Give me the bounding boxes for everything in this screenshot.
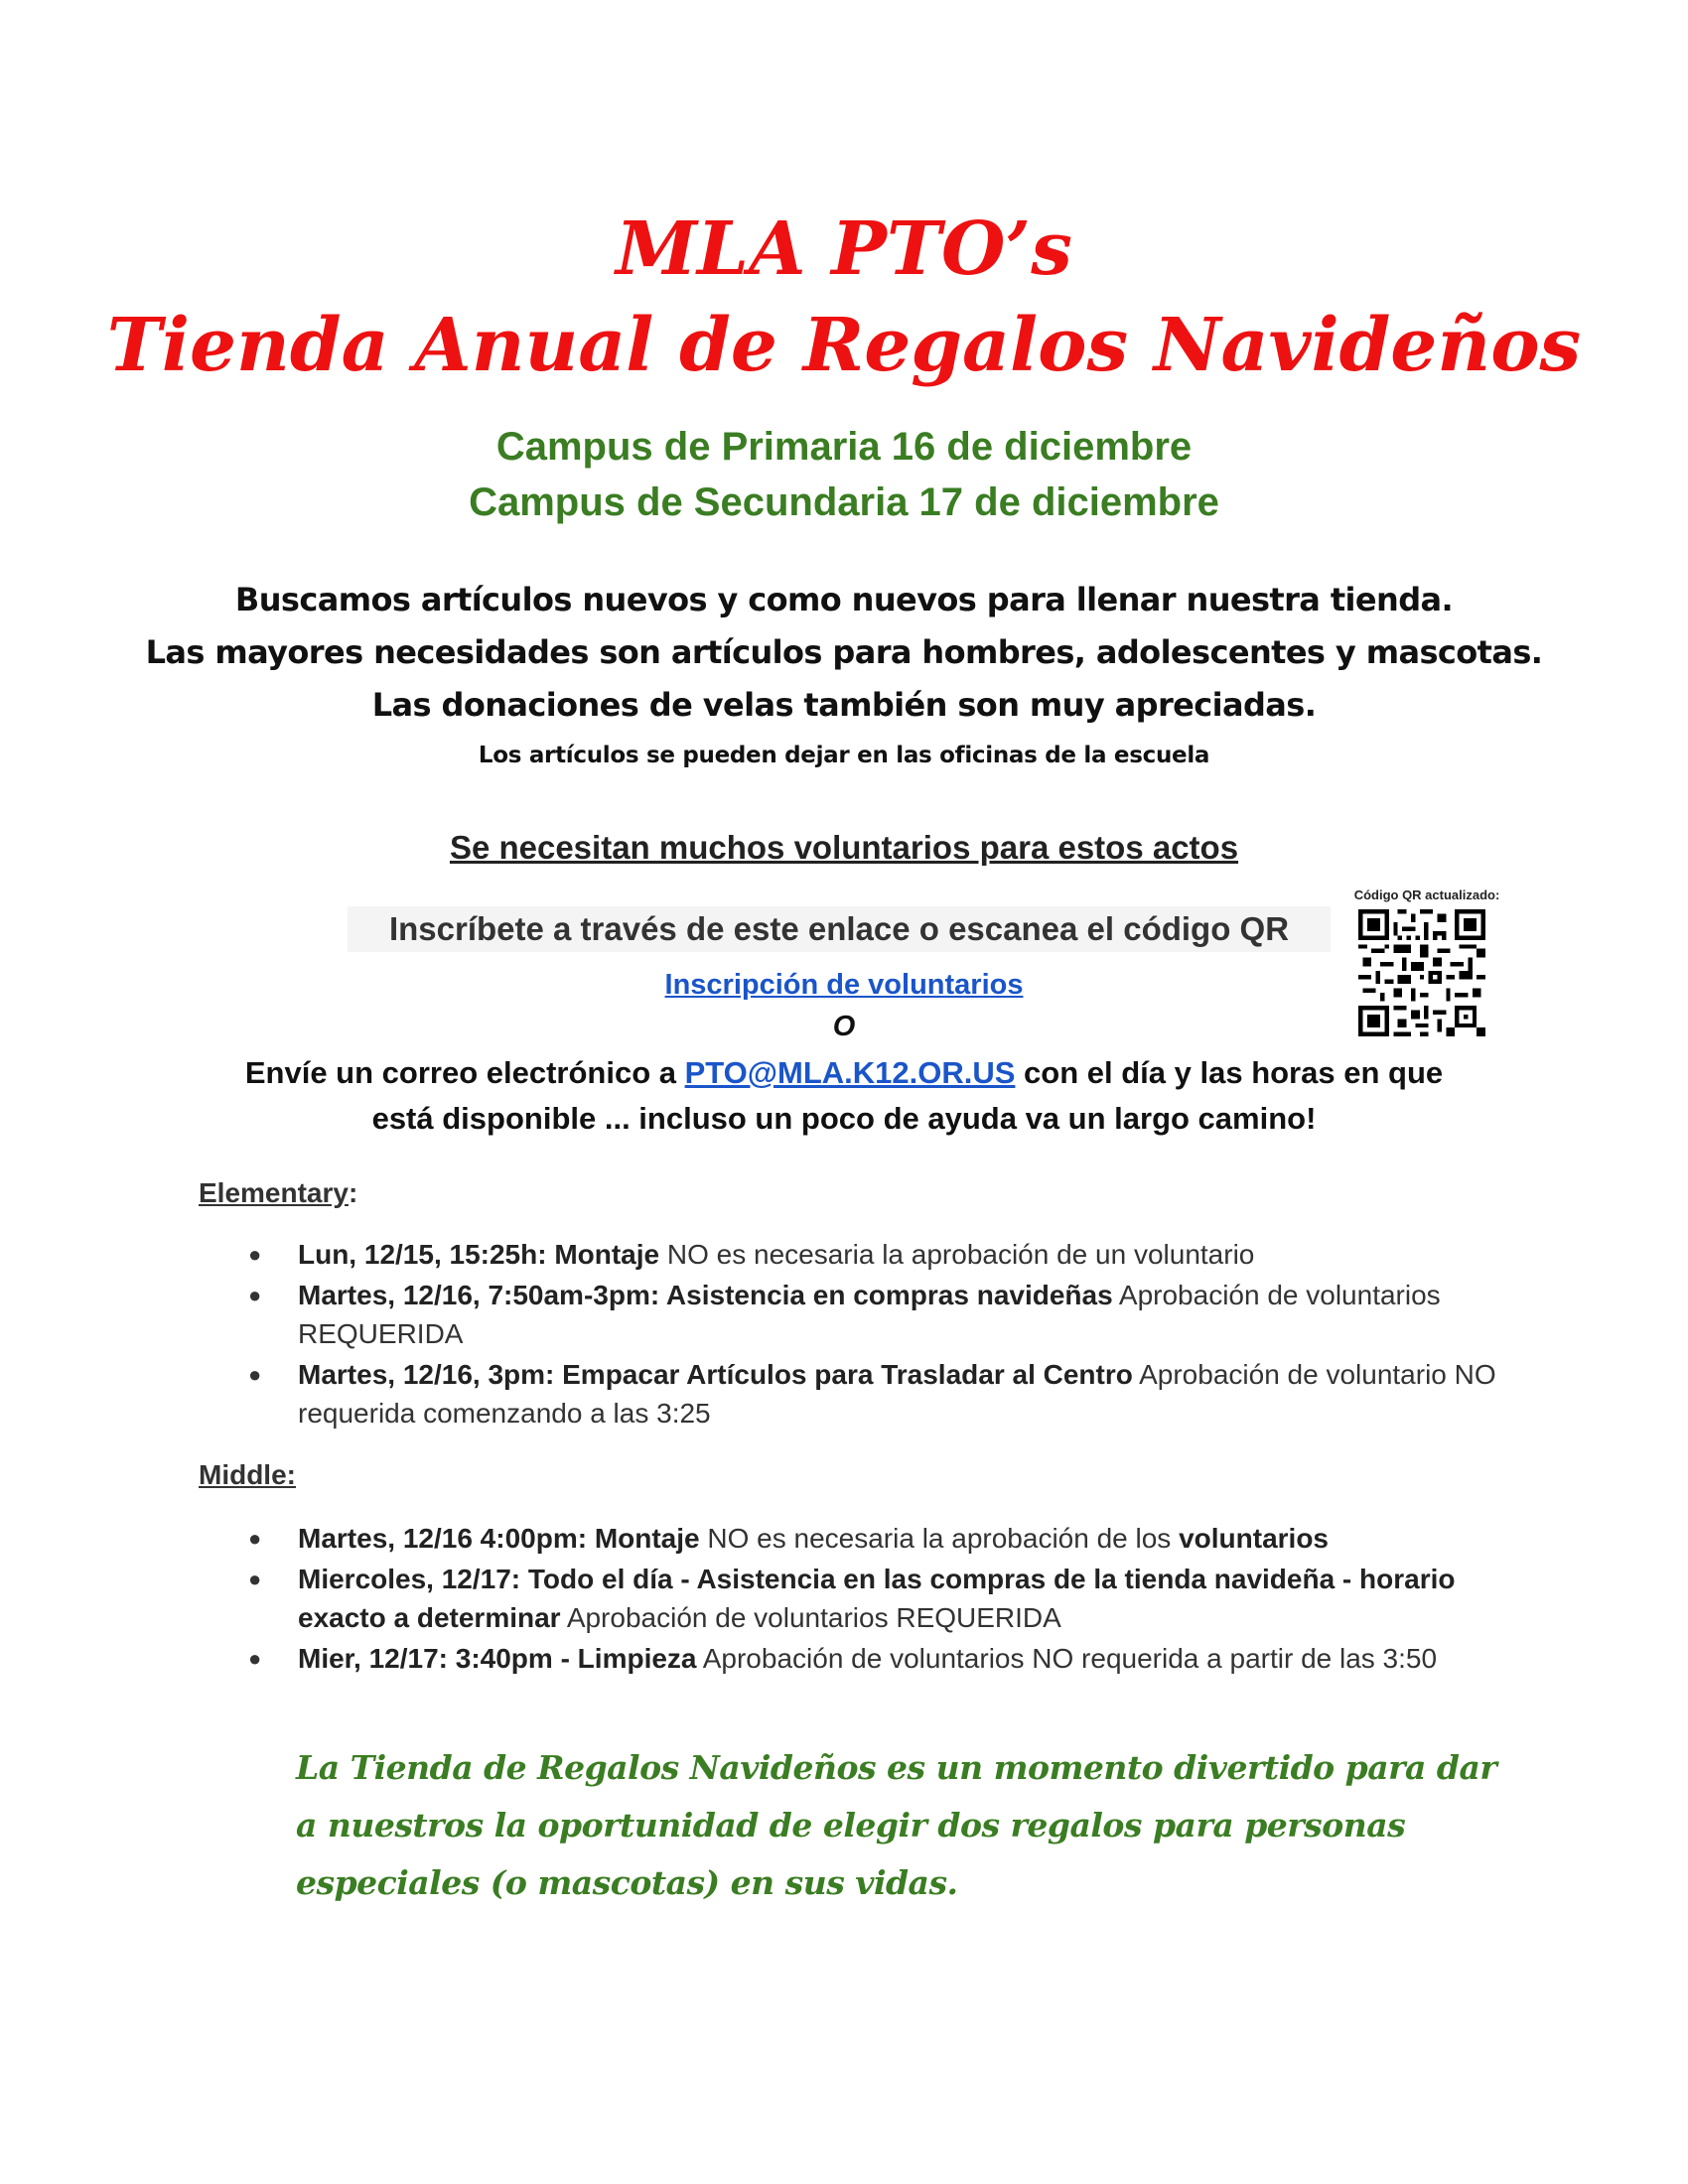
bullet-icon: ● [248,1362,262,1387]
volunteers-heading: Se necesitan muchos voluntarios para estos actos [449,829,1239,866]
item-schedule: Martes, 12/16 4:00pm: Montaje [298,1523,700,1554]
elementary-colon: : [348,1177,358,1208]
item-schedule: Mier, 12/17: 3:40pm - Limpieza [298,1643,697,1674]
email-text-before: Envíe un correo electrónico a [244,1055,685,1090]
middle-label: Middle: [199,1459,296,1490]
list-item [248,1639,1499,1678]
item-schedule: Lun, 12/15, 15:25h: Montaje [298,1239,660,1270]
bullet-icon: ● [248,1646,262,1671]
email-text-after: con el día y las horas en que [1015,1055,1444,1090]
middle-list [248,1519,1499,1680]
item-note: NO es necesaria la aprobación de los [699,1523,1180,1554]
middle-heading [199,1459,296,1491]
bullet-icon: ● [248,1283,262,1307]
list-item [248,1235,1499,1274]
needs-line-1: Buscamos artículos nuevos y como nuevos para llenar nuestra tienda. [234,581,1454,618]
item-schedule: Miercoles, 12/17: Todo el día - Asistencia en las compras de la tienda navideña - horario exacto a determinar [298,1564,1456,1633]
item-schedule: Martes, 12/16, 3pm: Empacar Artículos para Trasladar al Centro [298,1359,1133,1390]
needs-dropoff-note: Los artículos se pueden dejar en las oficinas de la escuela [478,743,1210,768]
list-item [248,1519,1499,1558]
signup-instructions: Inscríbete a través de este enlace o escanea el código QR [348,906,1331,952]
list-item [248,1276,1499,1353]
item-note: NO es necesaria la aprobación de un voluntario [659,1239,1255,1270]
campus-secondary: Campus de Secundaria 17 de diciembre [469,480,1219,524]
closing-message: La Tienda de Regalos Navideños es un momento divertido para dar a nuestros la oportunidad de elegir dos regalos para personas especiales (o mascotas) en sus vidas. [296,1748,1497,1902]
list-item [248,1355,1499,1433]
volunteer-signup-link[interactable]: Inscripción de voluntarios [664,969,1024,1001]
bullet-icon: ● [248,1526,262,1551]
campus-primary: Campus de Primaria 16 de diciembre [495,425,1193,469]
item-note: Aprobación de voluntarios REQUERIDA [298,1280,1441,1349]
item-note: Aprobación de voluntarios REQUERIDA [560,1602,1061,1633]
elementary-label: Elementary [199,1177,349,1208]
email-text-line-2: está disponible ... incluso un poco de ayuda va un largo camino! [371,1101,1317,1136]
title-line-1: MLA PTO’s [616,206,1072,292]
list-item [248,1560,1499,1637]
email-instructions [119,1050,1569,1142]
qr-caption: Código QR actualizado: [1353,887,1500,902]
item-note: Aprobación de voluntarios NO requerida a partir de las 3:50 [696,1643,1438,1674]
bullet-icon: ● [248,1242,262,1267]
title-line-2: Tienda Anual de Regalos Navideños [106,303,1582,388]
item-schedule: Martes, 12/16, 7:50am-3pm: Asistencia en compras navideñas [298,1280,1113,1310]
needs-line-2: Las mayores necesidades son artículos para hombres, adolescentes y mascotas. [145,633,1543,671]
item-note: Aprobación de voluntario NO requerida comenzando a las 3:25 [298,1359,1496,1429]
elementary-heading [199,1177,357,1209]
bullet-icon: ● [248,1567,262,1591]
or-separator: O [832,1011,856,1042]
pto-email-link[interactable]: PTO@MLA.K12.OR.US [684,1055,1016,1090]
needs-line-3: Las donaciones de velas también son muy apreciadas. [371,686,1317,724]
elementary-list [248,1235,1499,1434]
item-schedule-end: voluntarios [1179,1523,1330,1554]
